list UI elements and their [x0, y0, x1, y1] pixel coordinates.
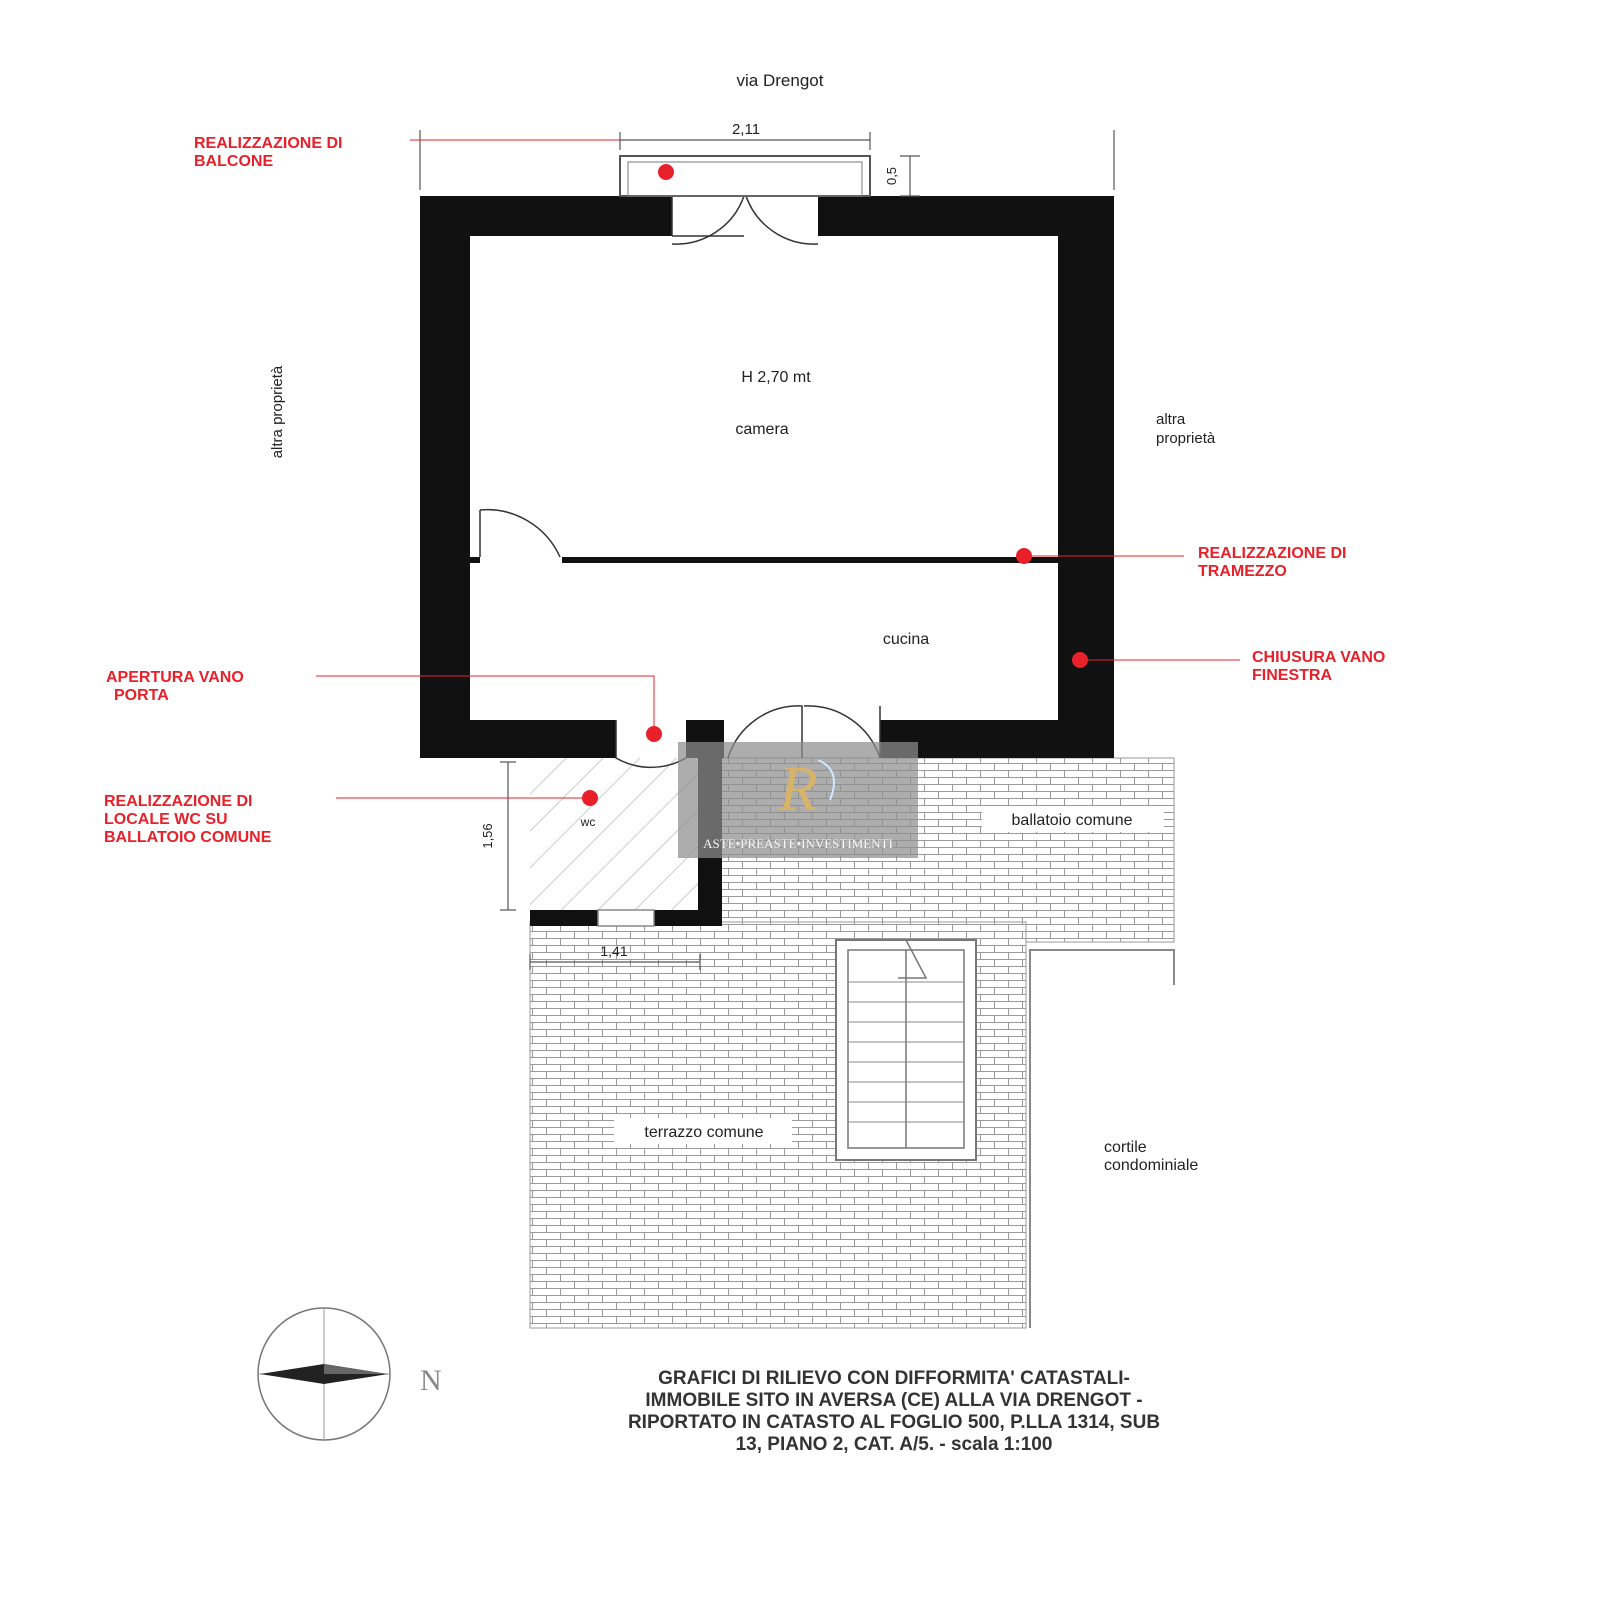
neighbor-left-label: altra proprietà [269, 365, 286, 459]
annotation-tramezzo-line-1: REALIZZAZIONE DI [1198, 545, 1347, 562]
door-camera-cucina [480, 510, 560, 557]
neighbor-right-label-1: altra [1156, 411, 1186, 428]
room-label-camera: camera [735, 421, 789, 438]
marker-tramezzo [1016, 548, 1032, 564]
annotation-wc-line-1: REALIZZAZIONE DI [104, 793, 253, 810]
wall-bottom-left [420, 720, 616, 758]
compass [258, 1308, 442, 1440]
room-height-label: H 2,70 mt [741, 369, 811, 386]
balcony [620, 156, 870, 196]
caption-line-3: RIPORTATO IN CATASTO AL FOGLIO 500, P.LLA 1314, SUB [627, 1412, 1161, 1433]
neighbor-right-label-2: proprietà [1156, 430, 1216, 447]
wall-right [1058, 196, 1114, 758]
marker-porta [646, 726, 662, 742]
balcony-width-label: 2,11 [731, 121, 761, 138]
annotation-finestra-line-2: FINESTRA [1252, 667, 1332, 684]
balcony-depth-label: 0,5 [884, 166, 899, 186]
room-label-cortile-1: cortile [1104, 1139, 1147, 1156]
annotation-markers [582, 164, 1088, 806]
room-label-cucina: cucina [882, 631, 930, 648]
annotation-wc-line-3: BALLATOIO COMUNE [104, 829, 272, 846]
wc-height-label: 1,56 [480, 823, 495, 849]
annotation-balcone-line-1: REALIZZAZIONE DI [194, 135, 343, 152]
marker-finestra [1072, 652, 1088, 668]
cortile-boundary [1030, 950, 1174, 1328]
compass-north-label: N [420, 1364, 442, 1397]
watermark-text: ASTE•PREASTE•INVESTIMENTI [703, 836, 893, 851]
watermark [678, 742, 918, 858]
marker-balcone [658, 164, 674, 180]
caption-line-1: GRAFICI DI RILIEVO CON DIFFORMITA' CATASTALI- [658, 1368, 1130, 1389]
wc-width-label: 1,41 [600, 943, 628, 959]
room-label-wc: wc [580, 815, 596, 829]
caption-line-2: IMMOBILE SITO IN AVERSA (CE) ALLA VIA DRENGOT - [645, 1390, 1143, 1411]
doors [480, 196, 880, 767]
partition-tramezzo [562, 557, 1058, 563]
room-label-cortile-2: condominiale [1104, 1157, 1199, 1174]
partition-stub [470, 557, 480, 563]
caption [628, 1368, 1160, 1455]
street-label: via Drengot [736, 71, 824, 90]
room-label-terrazzo: terrazzo comune [644, 1124, 764, 1141]
annotation-balcone-line-2: BALCONE [194, 153, 274, 170]
annotation-wc-line-2: LOCALE WC SU [104, 811, 228, 828]
room-label-ballatoio: ballatoio comune [1011, 812, 1133, 829]
annotation-porta-line-2: PORTA [114, 687, 169, 704]
stairwell [836, 940, 976, 1160]
marker-wc [582, 790, 598, 806]
annotation-porta-line-1: APERTURA VANO [106, 669, 244, 686]
annotation-tramezzo-line-2: TRAMEZZO [1198, 563, 1287, 580]
watermark-logo: R [778, 753, 818, 824]
wall-left [420, 196, 470, 758]
caption-line-4: 13, PIANO 2, CAT. A/5. - scala 1:100 [735, 1434, 1053, 1455]
annotation-finestra-line-1: CHIUSURA VANO [1252, 649, 1386, 666]
walls [420, 196, 1114, 758]
